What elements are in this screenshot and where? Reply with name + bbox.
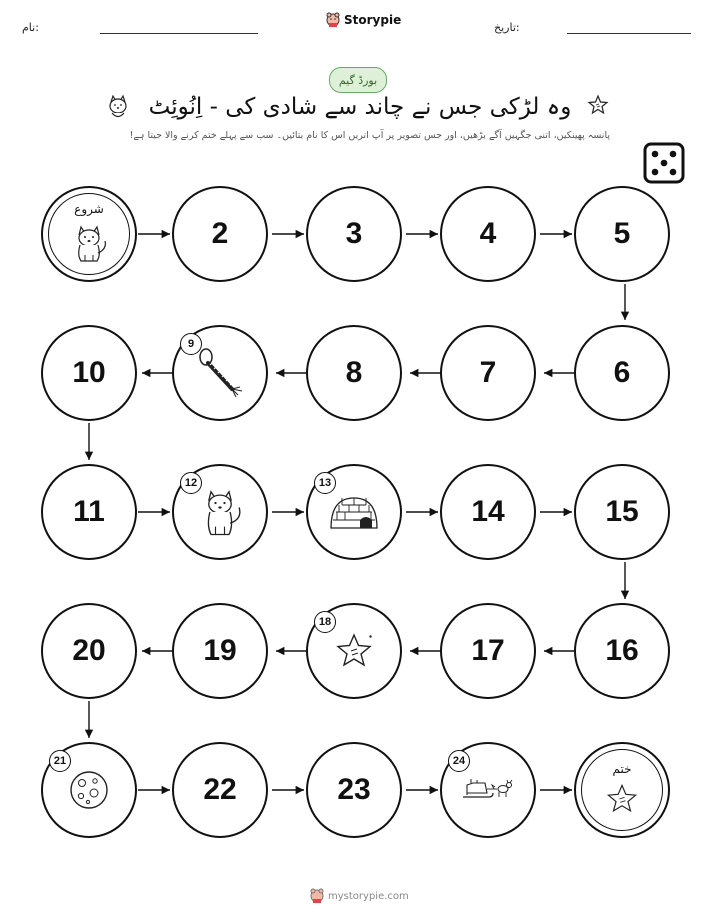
board-space-18[interactable] — [306, 603, 402, 699]
board-space-12[interactable] — [172, 464, 268, 560]
sled-icon — [459, 775, 517, 805]
board-space-14[interactable]: 14 — [440, 464, 536, 560]
rope-icon — [190, 343, 250, 403]
board-space-7[interactable]: 7 — [440, 325, 536, 421]
space-number-badge: 9 — [180, 333, 202, 355]
board-space-8[interactable]: 8 — [306, 325, 402, 421]
board-space-17[interactable]: 17 — [440, 603, 536, 699]
board-space-23[interactable]: 23 — [306, 742, 402, 838]
board-space-4[interactable]: 4 — [440, 186, 536, 282]
space-number-badge: 24 — [448, 750, 470, 772]
space-number-badge: 13 — [314, 472, 336, 494]
finish-label: ختم — [612, 762, 632, 776]
board-space-5[interactable]: 5 — [574, 186, 670, 282]
board-space-9[interactable] — [172, 325, 268, 421]
star-icon — [605, 782, 639, 816]
board-space-21[interactable] — [41, 742, 137, 838]
board-game-pill: بورڈ گیم — [329, 67, 387, 93]
board-space-13[interactable] — [306, 464, 402, 560]
board-space-15[interactable]: 15 — [574, 464, 670, 560]
board-space-16[interactable]: 16 — [574, 603, 670, 699]
board-space-2[interactable]: 2 — [172, 186, 268, 282]
board-space-3[interactable]: 3 — [306, 186, 402, 282]
moon-icon — [67, 768, 111, 812]
board-space-20[interactable]: 20 — [41, 603, 137, 699]
instructions: پانسہ پھینکیں، اتنی جگہیں آگے بڑھیں، اور جس تصویر پر آپ اتریں اس کا نام بتائیں۔ سب سے پہلے ختم کرنے والا جیتا ہے! — [129, 130, 610, 141]
board-space-11[interactable]: 11 — [41, 464, 137, 560]
dog-icon — [195, 485, 245, 539]
star-icon — [334, 631, 374, 671]
board-space-22[interactable]: 22 — [172, 742, 268, 838]
start-space[interactable] — [41, 186, 137, 282]
board-space-19[interactable]: 19 — [172, 603, 268, 699]
space-number-badge: 21 — [49, 750, 71, 772]
start-label: شروع — [74, 202, 104, 216]
board-space-6[interactable]: 6 — [574, 325, 670, 421]
board-space-10[interactable]: 10 — [41, 325, 137, 421]
finish-space[interactable] — [574, 742, 670, 838]
footer-url[interactable]: mystorypie.com — [328, 890, 409, 902]
igloo-icon — [327, 492, 381, 532]
page-title: وہ لڑکی جس نے چاند سے شادی کی - اِنُوئِٹ — [148, 94, 572, 120]
name-label: نام: — [22, 21, 39, 34]
space-number-badge: 18 — [314, 611, 336, 633]
footer — [310, 888, 409, 904]
space-number-badge: 12 — [180, 472, 202, 494]
dog-icon — [67, 221, 111, 265]
bear-logo-icon — [310, 888, 324, 904]
date-label: تاریخ: — [494, 21, 520, 34]
board-space-24[interactable] — [440, 742, 536, 838]
brand-name: Storypie — [344, 13, 402, 27]
